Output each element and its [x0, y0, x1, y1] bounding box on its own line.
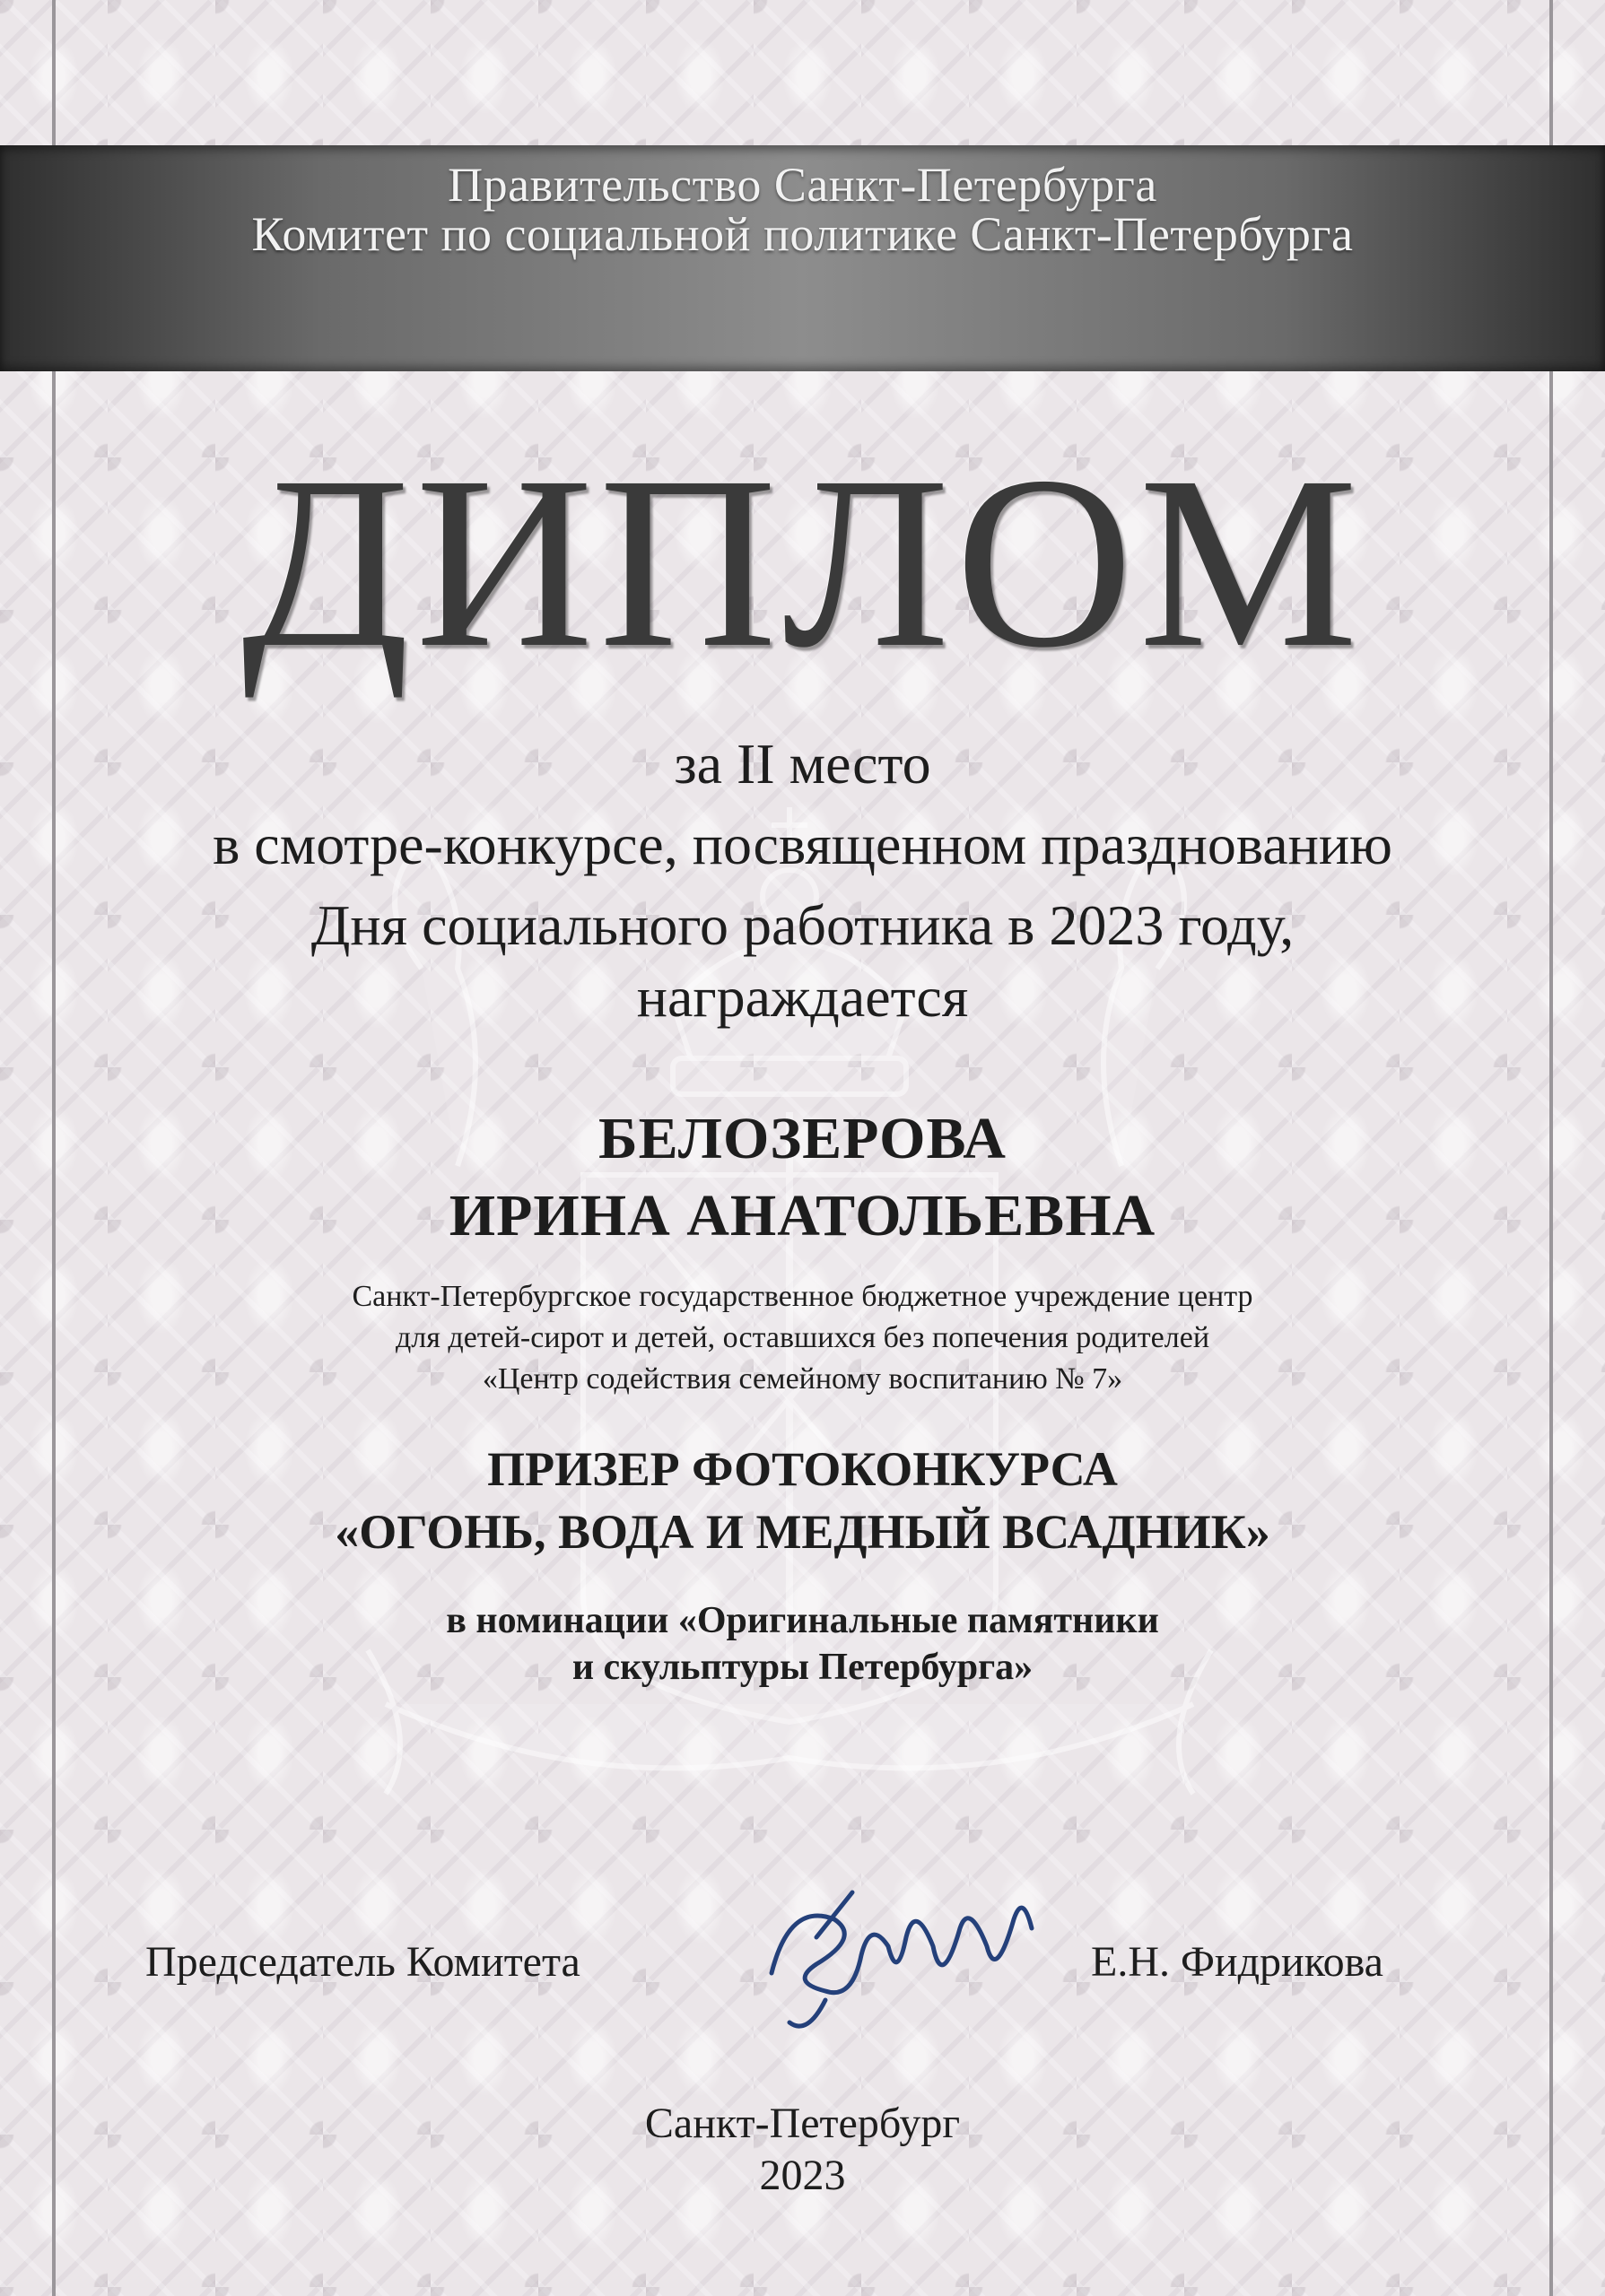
handwritten-signature	[754, 1866, 1050, 2045]
nomination-line-2: и скульптуры Петербурга»	[571, 1647, 1034, 1688]
recipient-surname: БЕЛОЗЕРОВА	[598, 1106, 1007, 1171]
header-committee: Комитет по социальной политике Санкт-Петербурга	[251, 207, 1354, 261]
award-contest: в смотре-конкурсе, посвященном празднованию	[213, 813, 1392, 876]
prize-contest-name: «ОГОНЬ, ВОДА И МЕДНЫЙ ВСАДНИК»	[335, 1505, 1270, 1559]
header-banner	[0, 145, 1605, 371]
signatory-role: Председатель Комитета	[145, 1938, 580, 1986]
award-occasion: Дня социального работника в 2023 году,	[310, 893, 1295, 957]
award-place: за II место	[674, 732, 931, 796]
nomination-line-1: в номинации «Оригинальные памятники	[446, 1600, 1159, 1641]
header-government: Правительство Санкт-Петербурга	[448, 158, 1157, 212]
organization-line-2: для детей-сирот и детей, оставшихся без попечения родителей	[395, 1321, 1210, 1354]
prize-title: ПРИЗЕР ФОТОКОНКУРСА	[487, 1442, 1118, 1496]
signatory-name: Е.Н. Фидрикова	[1091, 1938, 1383, 1986]
award-verb: награждается	[636, 965, 969, 1029]
organization-line-1: Санкт-Петербургское государственное бюджетное учреждение центр	[352, 1280, 1253, 1313]
recipient-given-names: ИРИНА АНАТОЛЬЕВНА	[449, 1183, 1156, 1248]
diploma-title: ДИПЛОМ	[241, 426, 1364, 699]
issue-year: 2023	[759, 2152, 846, 2199]
organization-line-3: «Центр содействия семейному воспитанию № 7»	[482, 1362, 1123, 1396]
issue-city: Санкт-Петербург	[644, 2100, 961, 2147]
